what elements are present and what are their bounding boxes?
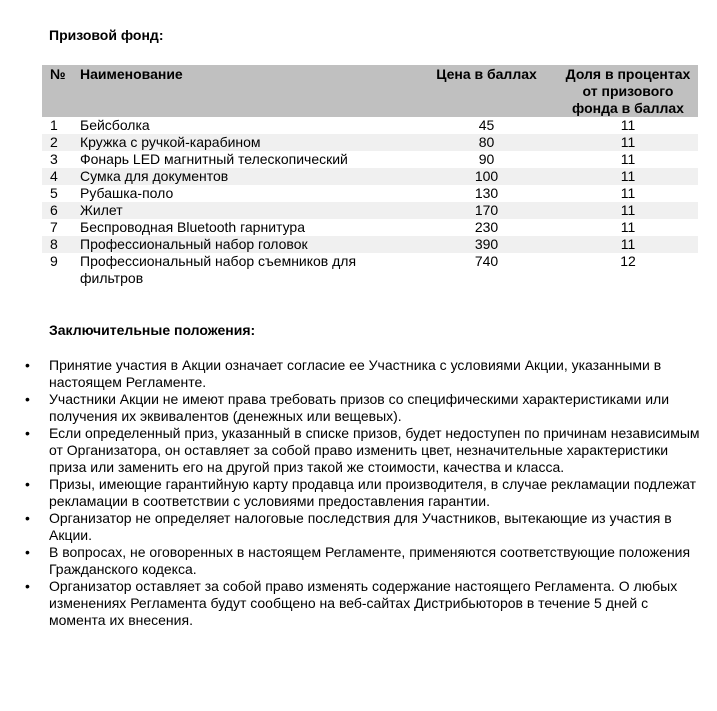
bullet-icon: • [25,425,30,441]
table-row [42,117,698,134]
row-price: 740 [474,253,499,269]
list-item [0,578,717,629]
row-price: 390 [474,236,499,252]
row-price: 130 [474,185,499,201]
list-item-text: Принятие участия в Акции означает согласие ее Участника с условиями Акции, указанными в настоящем Регламенте. [49,357,662,390]
row-number: 9 [50,253,58,269]
header-share: Доля в процентах от призового фонда в баллах [565,66,691,116]
row-share: 11 [620,202,636,218]
row-name: Кружка с ручкой-карабином [80,134,261,150]
row-number: 5 [50,185,58,201]
row-price: 100 [474,168,499,184]
row-name: Бейсболка [80,117,150,133]
row-name: Беспроводная Bluetooth гарнитура [80,219,305,235]
row-name: Рубашка-поло [80,185,174,201]
header-number: № [50,66,66,82]
table-row [42,202,698,219]
row-price: 45 [478,117,495,133]
row-name: Профессиональный набор головок [80,236,308,252]
prize-fund-heading: Призовой фонд: [49,27,164,43]
list-item [0,357,717,391]
final-provisions-heading: Заключительные положения: [49,322,256,338]
header-price: Цена в баллах [436,66,537,82]
row-share: 12 [620,253,636,269]
header-name: Наименование [80,66,183,82]
row-number: 8 [50,236,58,252]
list-item-text: Организатор оставляет за собой право изменять содержание настоящего Регламента. О любых изменениях Регламента будут сообщено на веб-сайтах Дистрибьюторов в течение 5 дней с момента их внесения. [49,578,678,628]
bullet-icon: • [25,476,30,492]
list-item-text: Если определенный приз, указанный в списке призов, будет недоступен по причинам независимым от Организатора, он оставляет за собой право изменить цвет, незначительные характеристики приза или заменить его на другой приз такой же стоимости, качества и класса. [49,425,700,475]
row-number: 1 [50,117,58,133]
bullet-icon: • [25,510,30,526]
list-item-text: Организатор не определяет налоговые последствия для Участников, вытекающие из участия в Акции. [49,510,672,543]
bullet-icon: • [25,578,30,594]
prize-table [42,65,698,287]
list-item [0,510,717,544]
row-share: 11 [620,151,636,167]
table-header-row [42,65,698,117]
table-row [42,253,698,287]
list-item-text: Участники Акции не имеют права требовать призов со специфическими характеристиками или получения их эквивалентов (денежных или вещевых). [49,391,670,424]
row-price: 170 [474,202,499,218]
row-name: Профессиональный набор съемников для фильтров [80,253,357,286]
table-row [42,134,698,151]
row-number: 7 [50,219,58,235]
row-number: 3 [50,151,58,167]
row-share: 11 [620,219,636,235]
list-item [0,544,717,578]
final-provisions-list [0,357,717,629]
bullet-icon: • [25,391,30,407]
row-name: Фонарь LED магнитный телескопический [80,151,348,167]
row-share: 11 [620,236,636,252]
row-price: 80 [478,134,495,150]
row-share: 11 [620,134,636,150]
list-item [0,391,717,425]
row-price: 90 [478,151,495,167]
list-item-text: Призы, имеющие гарантийную карту продавца или производителя, в случае рекламации подлежат рекламации в соответствии с условиями предоставления гарантии. [49,476,697,509]
row-price: 230 [474,219,499,235]
table-row [42,168,698,185]
table-row [42,219,698,236]
row-name: Сумка для документов [80,168,229,184]
row-share: 11 [620,117,636,133]
list-item-text: В вопросах, не оговоренных в настоящем Регламенте, применяются соответствующие положения Гражданского кодекса. [49,544,691,577]
row-number: 4 [50,168,58,184]
row-share: 11 [620,185,636,201]
bullet-icon: • [25,357,30,373]
row-number: 2 [50,134,58,150]
row-name: Жилет [80,202,123,218]
list-item [0,476,717,510]
table-row [42,185,698,202]
row-share: 11 [620,168,636,184]
table-row [42,151,698,168]
list-item [0,425,717,476]
table-row [42,236,698,253]
row-number: 6 [50,202,58,218]
bullet-icon: • [25,544,30,560]
